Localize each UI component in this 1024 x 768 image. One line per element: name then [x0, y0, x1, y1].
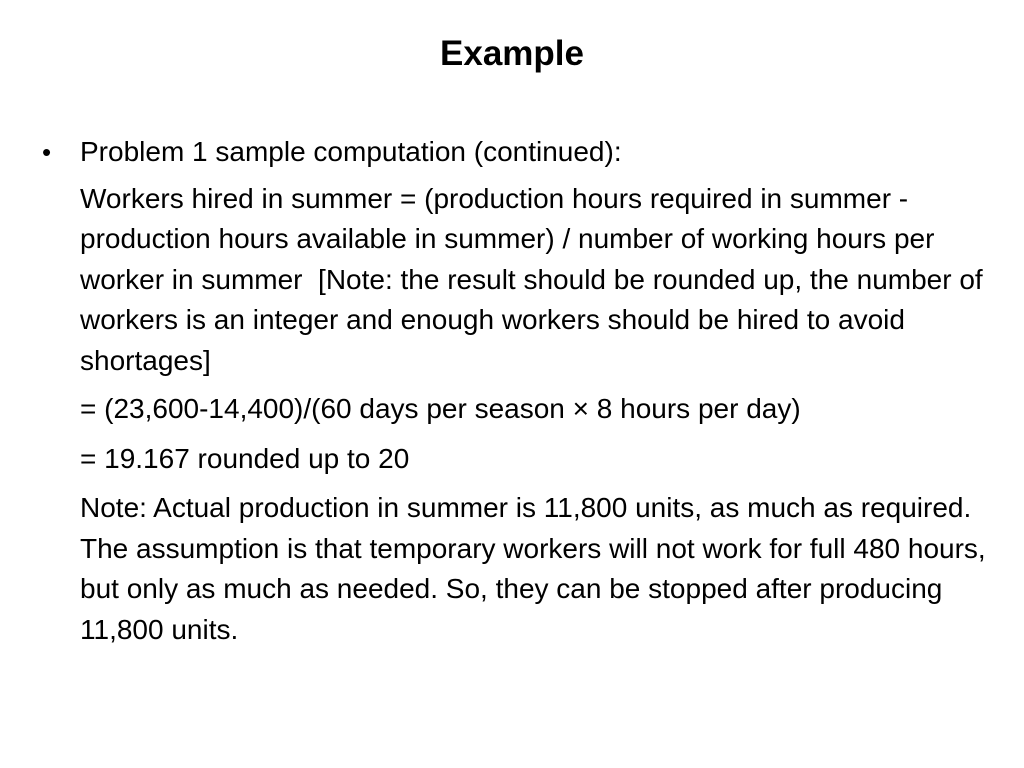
- slide-title: Example: [440, 34, 584, 73]
- production-note: Note: Actual production in summer is 11,800 units, as much as required. The assumption is that temporary workers will not work for full 480 hours, but only as much as needed. So, they can be stopped after producing 11,800 units.: [80, 492, 994, 645]
- result-line: = 19.167 rounded up to 20: [80, 442, 410, 474]
- slide-content: [40, 132, 994, 658]
- bullet-text: Problem 1 sample computation (continued):: [80, 136, 622, 167]
- computation-line: = (23,600-14,400)/(60 days per season × 8 hours per day): [80, 393, 801, 424]
- bullet-marker: •: [42, 137, 52, 167]
- workers-hired-formula: Workers hired in summer = (production hours required in summer - production hours available in summer) / number of working hours per worker in summer [Note: the result should be rounded up, the number of workers is an integer and enough workers should be hired to avoid shortages]: [80, 182, 991, 376]
- bullet-item: [40, 132, 990, 173]
